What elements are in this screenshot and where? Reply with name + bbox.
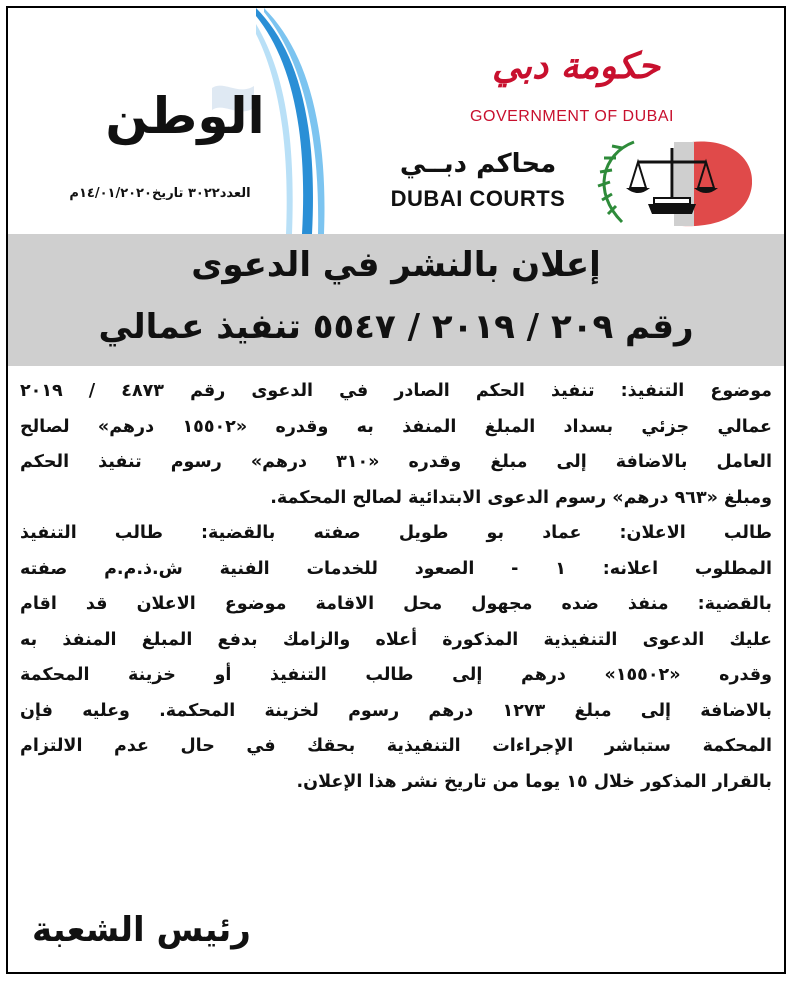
courts-name-arabic: محاكم دبــي [399, 149, 557, 179]
government-name-arabic: حكومة دبي [492, 45, 660, 87]
notice-frame [6, 6, 786, 974]
body-line: بالاضافة إلى مبلغ ١٢٧٣ درهم رسوم لخزينة المحكمة. وعليه فإن [20, 700, 772, 721]
body-line: ومبلغ «٩٦٣ درهم» رسوم الدعوى الابتدائية لصالح المحكمة. [270, 487, 772, 508]
body-line: وقدره «١٥٥٠٢» درهم إلى طالب التنفيذ أو خزينة المحكمة [20, 665, 772, 685]
body-line: بالقضية: منفذ ضده مجهول محل الاقامة موضوع الاعلان قد اقام [20, 594, 772, 614]
body-line: العامل بالاضافة إلى مبلغ وقدره «٣١٠ درهم» رسوم تنفيذ الحكم [20, 452, 772, 472]
government-name-english: GOVERNMENT OF DUBAI [470, 108, 674, 125]
body-line: طالب الاعلان: عماد بو طويل صفته بالقضية: طالب التنفيذ [20, 523, 772, 543]
body-line: عليك الدعوى التنفيذية المذكورة أعلاه والزامك بدفع المبلغ المنفذ به [20, 629, 772, 650]
body-line: المطلوب اعلانه: ١ - الصعود للخدمات الفنية ش.ذ.م.م صفته [20, 558, 772, 579]
dubai-courts-scales-logo [582, 132, 758, 232]
newspaper-name: الوطن [105, 87, 265, 145]
case-number: رقم ٢٠٩ / ٢٠١٩ / ٥٥٤٧ تنفيذ عمالي [98, 307, 694, 347]
body-line: بالقرار المذكور خلال ١٥ يوما من تاريخ نشر هذا الإعلان. [296, 771, 772, 792]
signature: رئيس الشعبة [32, 910, 251, 950]
body-line: موضوع التنفيذ: تنفيذ الحكم الصادر في الدعوى رقم ٤٨٧٣ / ٢٠١٩ [20, 381, 772, 401]
issue-date-line: العدد٣٠٢٢ تاريخ١٤/٠١/٢٠٢٠م [69, 186, 251, 201]
notice-body [20, 374, 772, 800]
courts-name-english: DUBAI COURTS [390, 186, 566, 211]
body-line: المحكمة ستباشر الإجراءات التنفيذية بحقك في حال عدم الالتزام [20, 736, 772, 756]
notice-title: إعلان بالنشر في الدعوى [191, 245, 601, 285]
header [8, 8, 784, 234]
body-line: عمالي جزئي بسداد المبلغ المنفذ به وقدره «١٥٥٠٢ درهم» لصالح [20, 416, 772, 437]
